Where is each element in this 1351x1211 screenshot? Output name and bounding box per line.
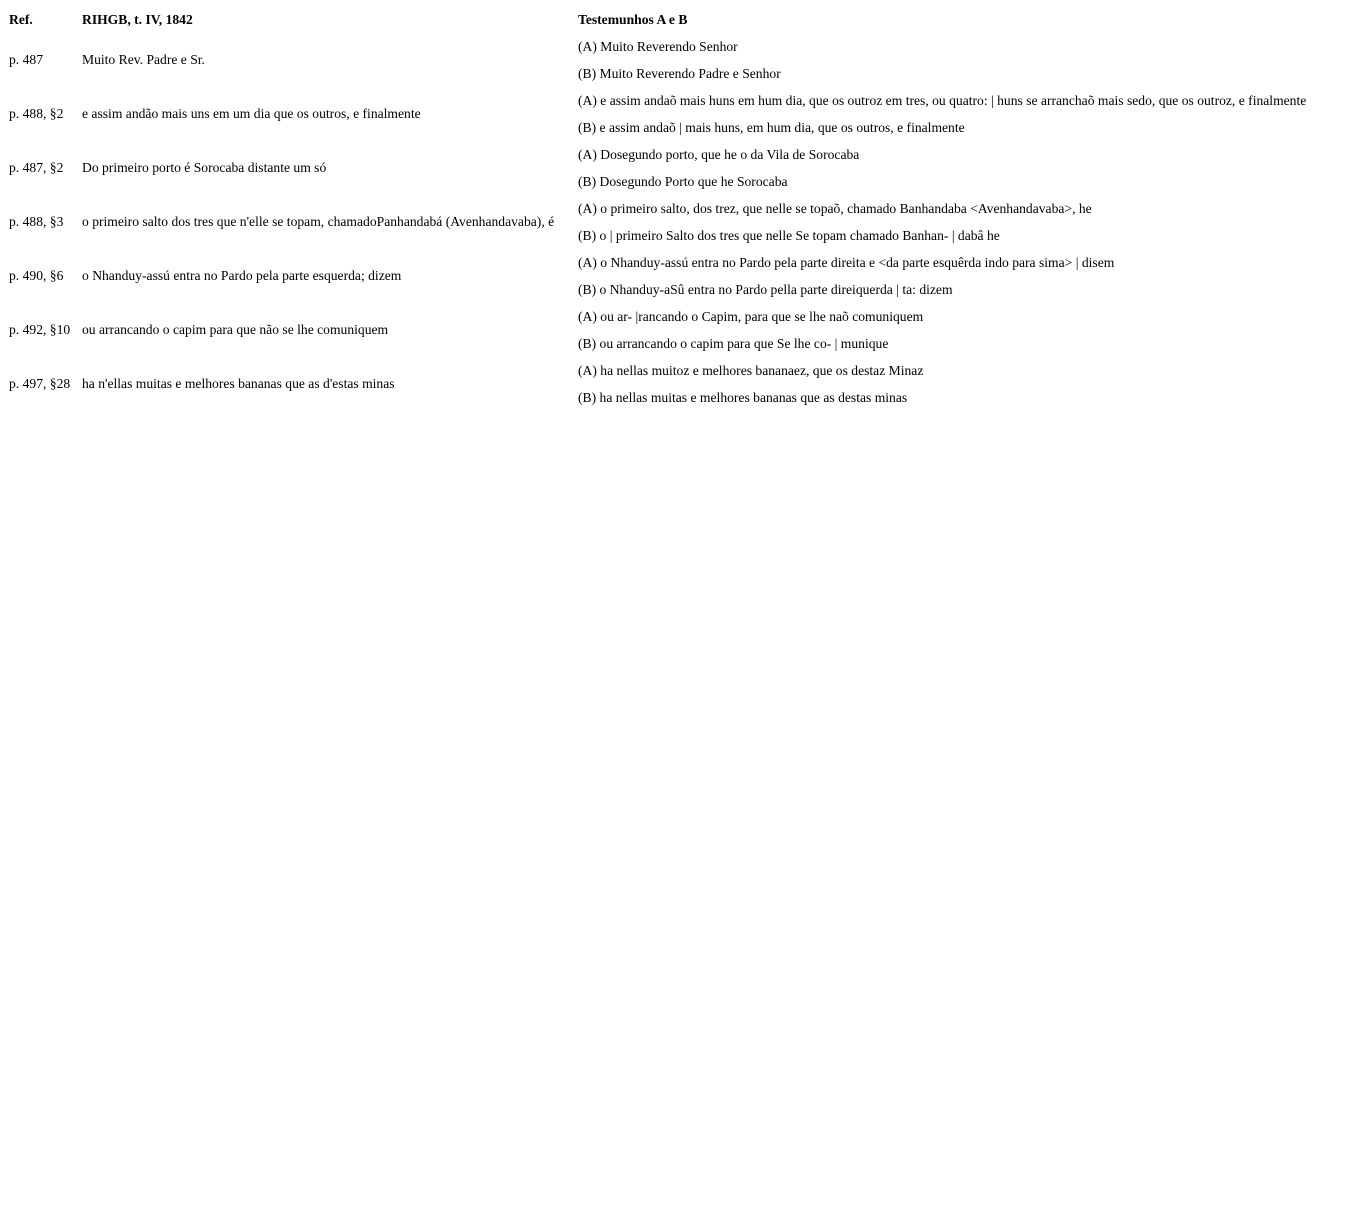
witness-b-cell: (B) Muito Reverendo Padre e Senhor	[578, 65, 781, 81]
witness-a-cell: (A) e assim andaõ mais huns em hum dia, que os outroz em tres, ou quatro: | huns se arranchaõ mais sedo, que os outroz, e finalmente	[578, 92, 1307, 108]
table-row	[8, 196, 1307, 221]
ref-cell: p. 487	[9, 52, 43, 67]
collation-table	[6, 5, 1309, 412]
rihgb-cell: e assim andão mais uns em um dia que os outros, e finalmente	[82, 106, 421, 121]
witness-b-cell: (B) ha nellas muitas e melhores bananas que as destas minas	[578, 389, 908, 405]
ref-cell: p. 490, §6	[9, 268, 64, 283]
ref-cell: p. 497, §28	[9, 376, 71, 391]
header-witnesses: Testemunhos A e B	[578, 11, 688, 27]
rihgb-cell: Muito Rev. Padre e Sr.	[82, 52, 205, 67]
witness-a-cell: (A) ou ar- |rancando o Capim, para que se lhe naõ comuniquem	[578, 308, 924, 324]
table-row	[8, 250, 1307, 275]
header-ref: Ref.	[9, 11, 33, 27]
witness-a-cell: (A) Muito Reverendo Senhor	[578, 38, 738, 54]
table-row	[8, 34, 1307, 59]
header-row	[8, 7, 1307, 32]
witness-a-cell: (A) o primeiro salto, dos trez, que nelle se topaõ, chamado Banhandaba <Avenhandavaba>, he	[578, 200, 1092, 216]
witness-b-cell: (B) o | primeiro Salto dos tres que nelle Se topam chamado Banhan- | dabâ he	[578, 227, 1000, 243]
ref-cell: p. 488, §2	[9, 106, 64, 121]
ref-cell: p. 492, §10	[9, 322, 71, 337]
witness-b-cell: (B) o Nhanduy-aSû entra no Pardo pella parte direiquerda | ta: dizem	[578, 281, 953, 297]
rihgb-cell: ha n'ellas muitas e melhores bananas que as d'estas minas	[82, 376, 395, 391]
table-row	[8, 142, 1307, 167]
ref-cell: p. 488, §3	[9, 214, 64, 229]
header-rihgb: RIHGB, t. IV, 1842	[82, 11, 193, 27]
table-row	[8, 358, 1307, 383]
witness-b-cell: (B) e assim andaõ | mais huns, em hum dia, que os outros, e finalmente	[578, 119, 965, 135]
witness-b-cell: (B) ou arrancando o capim para que Se lhe co- | munique	[578, 335, 889, 351]
table-row	[8, 304, 1307, 329]
table-row	[8, 88, 1307, 113]
rihgb-cell: o primeiro salto dos tres que n'elle se topam, chamadoPanhandabá (Avenhandavaba), é	[82, 214, 555, 229]
witness-a-cell: (A) ha nellas muitoz e melhores bananaez, que os destaz Minaz	[578, 362, 924, 378]
rihgb-cell: Do primeiro porto é Sorocaba distante um só	[82, 160, 327, 175]
rihgb-cell: ou arrancando o capim para que não se lhe comuniquem	[82, 322, 389, 337]
witness-a-cell: (A) Dosegundo porto, que he o da Vila de Sorocaba	[578, 146, 860, 162]
ref-cell: p. 487, §2	[9, 160, 64, 175]
witness-b-cell: (B) Dosegundo Porto que he Sorocaba	[578, 173, 788, 189]
witness-a-cell: (A) o Nhanduy-assú entra no Pardo pela parte direita e <da parte esquêrda indo para sima> | disem	[578, 254, 1115, 270]
rihgb-cell: o Nhanduy-assú entra no Pardo pela parte esquerda; dizem	[82, 268, 402, 283]
